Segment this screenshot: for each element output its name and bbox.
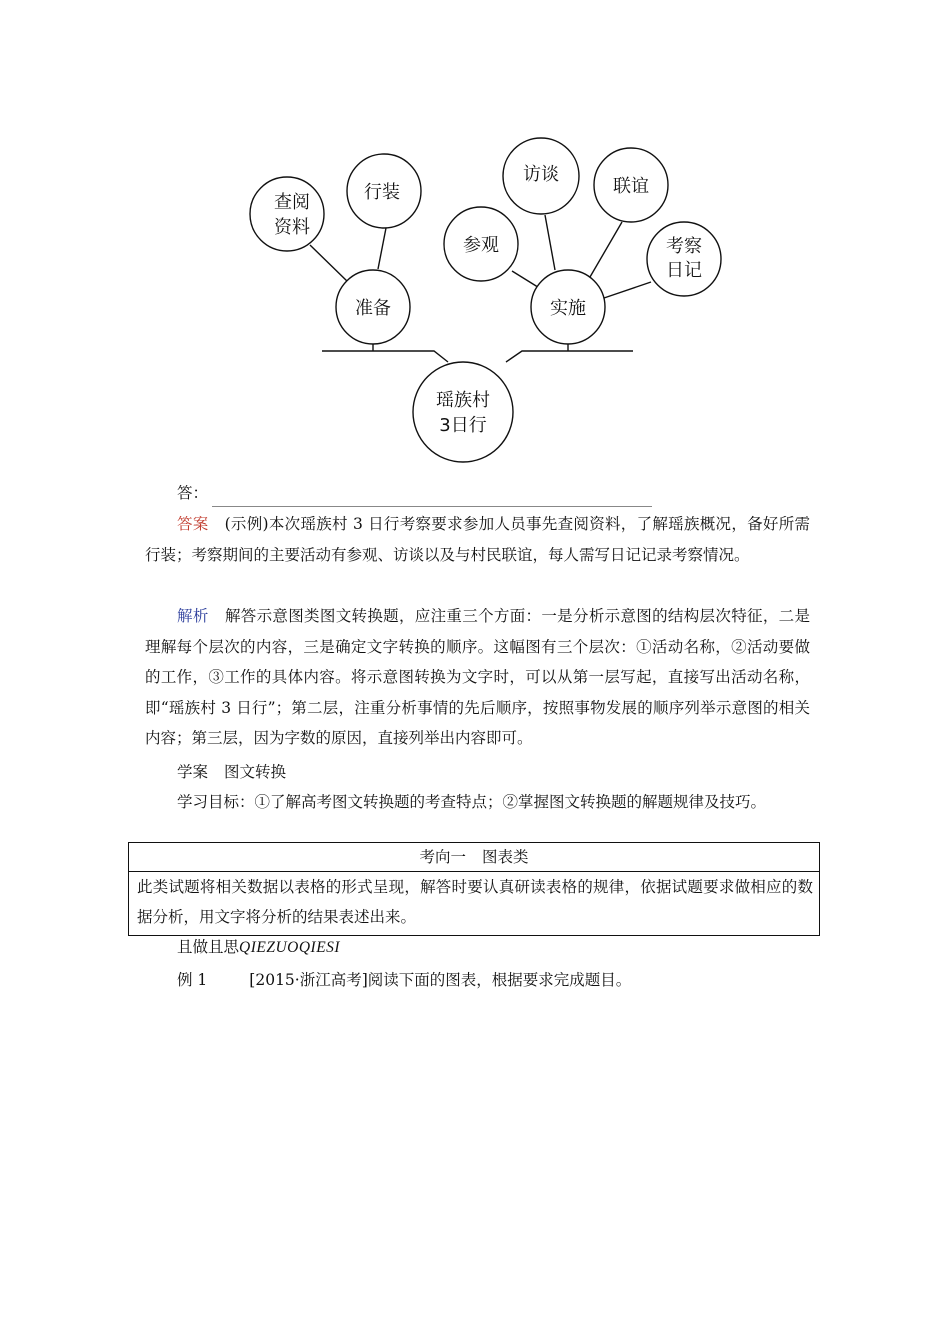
- tree-diagram: [0, 0, 950, 480]
- node-interview-label: 访谈: [523, 164, 559, 185]
- node-luggage-label: 行装: [364, 182, 400, 203]
- answer-tag: 答案: [177, 515, 209, 533]
- branch-prepare-consult: [310, 245, 349, 283]
- direction-box-title-a: 考向一: [419, 848, 466, 866]
- direction-box: [128, 842, 820, 936]
- analysis-paragraph: [145, 601, 810, 754]
- analysis-text: 解答示意图类图文转换题，应注重三个方面：一是分析示意图的结构层次特征，二是理解每个层次的内容，三是确定文字转换的顺序。这幅图有三个层次：①活动名称，②活动要做的工作，③工作的具体内容。将示意图转换为文字时，可以从第一层写起，直接写出活动名称，即“瑶族村 3 日行”；第二层，注重分析事情的先后顺序，按照事物发展的顺序列举示意图的相关内容；第三层，因为字数的原因，直接列举出内容即可。: [145, 607, 810, 747]
- node-implement-label: 实施: [550, 298, 586, 319]
- direction-box-title: [129, 843, 819, 872]
- answer-prompt: 答：: [177, 484, 209, 502]
- node-friendship: [594, 148, 668, 222]
- node-visit-label: 参观: [463, 235, 499, 256]
- study-plan-line: [177, 758, 286, 786]
- think-heading: [177, 933, 340, 962]
- example-line: [177, 966, 631, 994]
- analysis-tag: 解析: [177, 607, 209, 625]
- node-root-line1: 瑶族村: [436, 390, 490, 411]
- branch-implement-diary: [604, 282, 651, 298]
- node-luggage: [347, 154, 421, 228]
- node-interview: [503, 138, 579, 214]
- node-prepare: [336, 270, 410, 344]
- example-label: 例 1: [177, 971, 208, 989]
- node-diary-line2: 日记: [666, 260, 702, 281]
- learning-objectives: 学习目标：①了解高考图文转换题的考查特点；②掌握图文转换题的解题规律及技巧。: [177, 793, 767, 811]
- branch-implement-interview: [545, 215, 555, 270]
- node-visit: [444, 207, 518, 281]
- answer-prompt-line: [177, 479, 652, 507]
- node-consult-line2: 资料: [274, 217, 310, 238]
- think-label: 且做且思: [177, 938, 240, 956]
- branch-implement-friendship: [590, 222, 622, 277]
- node-inspection-diary: [647, 222, 721, 296]
- node-root-line2: 3日行: [439, 415, 487, 436]
- direction-box-body: 此类试题将相关数据以表格的形式呈现，解答时要认真研读表格的规律，依据试题要求做相应的数据分析，用文字将分析的结果表述出来。: [137, 878, 813, 926]
- study-plan-title: 图文转换: [224, 763, 287, 781]
- branch-prepare-luggage: [378, 228, 386, 269]
- node-friendship-label: 联谊: [613, 176, 649, 197]
- node-diary-line1: 考察: [666, 236, 702, 257]
- ground-line-right: [506, 351, 633, 362]
- direction-box-title-b: 图表类: [482, 848, 529, 866]
- node-root: [413, 362, 513, 462]
- answer-text: (示例)本次瑶族村 3 日行考察要求参加人员事先查阅资料，了解瑶族概况，备好所需行装；考察期间的主要活动有参观、访谈以及与村民联谊，每人需写日记记录考察情况。: [145, 515, 810, 564]
- study-plan-label: 学案: [177, 763, 209, 781]
- node-consult-line1: 查阅: [274, 192, 310, 213]
- node-implement: [531, 270, 605, 344]
- think-pinyin: QIEZUOQIESI: [239, 939, 341, 956]
- node-prepare-label: 准备: [355, 298, 391, 319]
- answer-paragraph: [145, 509, 810, 570]
- answer-blank: [212, 488, 652, 507]
- ground-line-left: [322, 351, 448, 362]
- node-consult-materials: [250, 177, 324, 251]
- example-text: [2015·浙江高考]阅读下面的图表，根据要求完成题目。: [249, 971, 632, 989]
